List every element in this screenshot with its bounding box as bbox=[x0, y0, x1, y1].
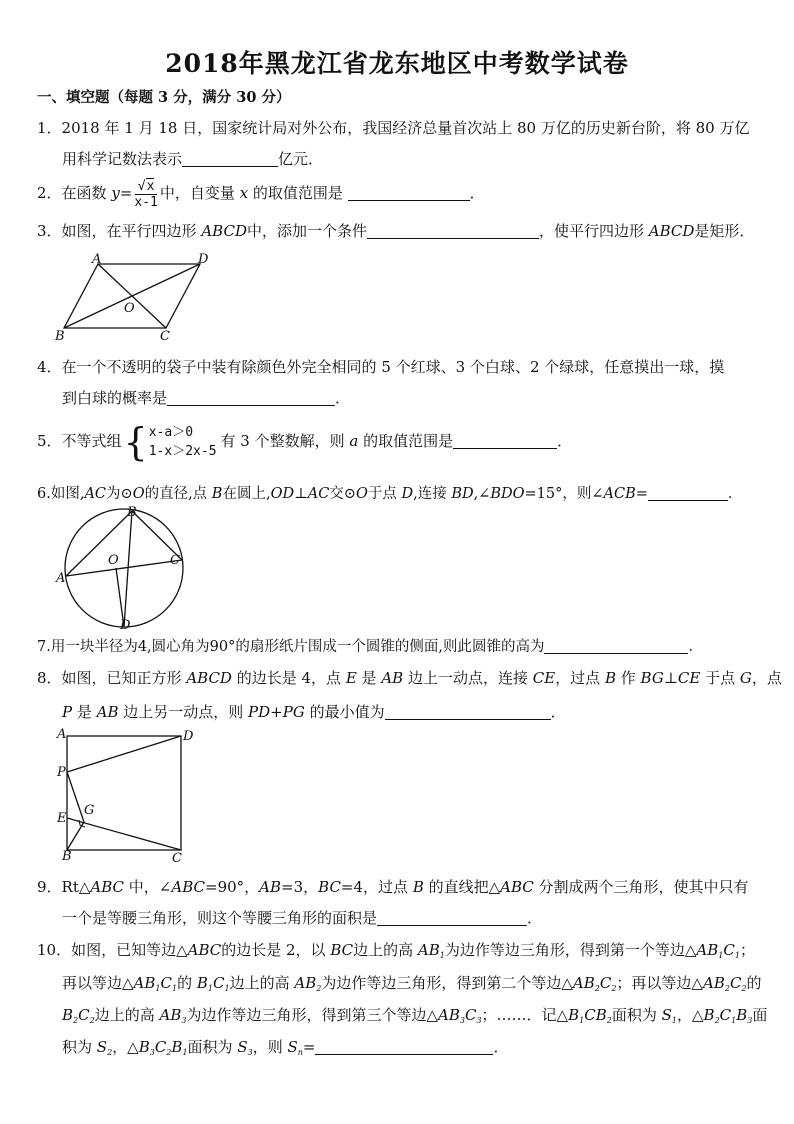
label-D: D bbox=[183, 729, 194, 744]
function-fraction: $\frac{√x}{x-1}$ bbox=[134, 178, 158, 210]
label-D: D bbox=[198, 252, 209, 267]
label-O: O bbox=[108, 553, 119, 568]
question-5: 5．不等式组 { x-a＞0 1-x＞2x-5 有 3 个整数解，则 a 的取值范围是 ． bbox=[37, 420, 573, 464]
question-7: 7.用一块半径为4,圆心角为90°的扇形纸片围成一个圆锥的侧面,则此圆锥的高为 ． bbox=[37, 639, 703, 655]
question-2: 2．在函数 y= $\frac{√x}{x-1}$ 中，自变量 x 的取值范围是 ． bbox=[37, 178, 485, 210]
question-10-line-1: 10．如图，已知等边△ABC的边长是 2，以 BC边上的高 $AB_1$为边作等边三角形，得到第一个等边$\triangle AB_1C_1$； bbox=[37, 941, 755, 960]
label-B: B bbox=[62, 849, 72, 864]
question-1-line-1: 1．2018 年 1 月 18 日，国家统计局对外公布，我国经济总量首次站上 80 万亿的历史新台阶，将 80 万亿 bbox=[37, 119, 750, 137]
question-4-line-1: 4．在一个不透明的袋子中装有除颜色外完全相同的 5 个红球、3 个白球、2 个绿球，任意摸出一球，摸 bbox=[37, 358, 725, 376]
question-3: 3．如图，在平行四边形 ABCD中，添加一个条件 ，使平行四边形 ABCD是矩形． bbox=[37, 222, 755, 240]
question-10-line-2: 再以等边$\triangle AB_1C_1$的 $B_1C_1$边上的高 $AB_2$为边作等边三角形，得到第二个等边$\triangle AB_2C_2$；再以等边$\triangle AB_2C_2$的 bbox=[62, 974, 762, 993]
label-P: P bbox=[57, 765, 66, 780]
label-E: E bbox=[57, 811, 67, 826]
label-B: B bbox=[55, 329, 65, 344]
answer-blank-4[interactable] bbox=[167, 389, 335, 406]
label-A: A bbox=[92, 252, 102, 267]
answer-blank-6[interactable] bbox=[648, 484, 728, 501]
label-A: A bbox=[56, 571, 66, 586]
question-10-line-4: 积为 $S_2$，$\triangle B_3C_2B_1$面积为 $S_3$，则 $S_n=$ ． bbox=[62, 1038, 509, 1057]
label-A: A bbox=[57, 727, 67, 742]
answer-blank-7[interactable] bbox=[544, 637, 688, 654]
page-title: 2018年黑龙江省龙东地区中考数学试卷 bbox=[165, 49, 629, 78]
question-10-line-3: $B_2C_2$边上的高 $AB_3$为边作等边三角形，得到第三个等边$\triangle AB_3C_3$；……．记$\triangle B_1CB_2$面积为 $S_1$，$\triangle B_2C_1B_3$面 bbox=[62, 1006, 768, 1025]
answer-blank-2[interactable] bbox=[348, 184, 470, 201]
figure-parallelogram bbox=[52, 250, 222, 346]
question-4-line-2: 到白球的概率是 ． bbox=[62, 389, 351, 407]
answer-blank-8[interactable] bbox=[385, 703, 551, 720]
answer-blank-1[interactable] bbox=[182, 150, 278, 167]
figure-circle bbox=[50, 502, 190, 632]
label-C: C bbox=[170, 553, 180, 568]
question-6: 6.如图,AC为⊙O的直径,点 B在圆上,OD⊥AC交⊙O于点 D,连接 BD,∠BDO=15°，则∠ACB= ． bbox=[37, 486, 743, 502]
answer-blank-10[interactable] bbox=[315, 1038, 493, 1055]
answer-blank-5[interactable] bbox=[453, 432, 557, 449]
question-8-line-2: P 是 AB 边上另一动点，则 PD+PG 的最小值为 ． bbox=[62, 703, 566, 721]
label-O: O bbox=[124, 301, 135, 316]
label-G: G bbox=[84, 803, 95, 818]
question-9-line-2: 一个是等腰三角形，则这个等腰三角形的面积是 ． bbox=[62, 909, 543, 927]
label-C: C bbox=[160, 329, 170, 344]
question-9-line-1: 9．Rt△ABC 中，∠ABC=90°，AB=3，BC=4，过点 B 的直线把△ABC 分割成两个三角形，使其中只有 bbox=[37, 878, 749, 896]
question-8-line-1: 8．如图，已知正方形 ABCD 的边长是 4，点 E 是 AB 边上一动点，连接 CE，过点 B 作 BG⊥CE 于点 G，点 bbox=[37, 669, 782, 687]
answer-blank-3[interactable] bbox=[367, 222, 539, 239]
answer-blank-9[interactable] bbox=[377, 909, 527, 926]
figure-square bbox=[52, 726, 192, 868]
label-B: B bbox=[127, 505, 137, 520]
question-1-line-2: 用科学记数法表示 亿元． bbox=[62, 150, 324, 168]
section-heading: 一、填空题（每题 3 分，满分 30 分） bbox=[37, 89, 291, 106]
label-D: D bbox=[120, 618, 131, 633]
inequality-system: { x-a＞0 1-x＞2x-5 bbox=[123, 420, 217, 464]
label-C: C bbox=[172, 851, 182, 866]
